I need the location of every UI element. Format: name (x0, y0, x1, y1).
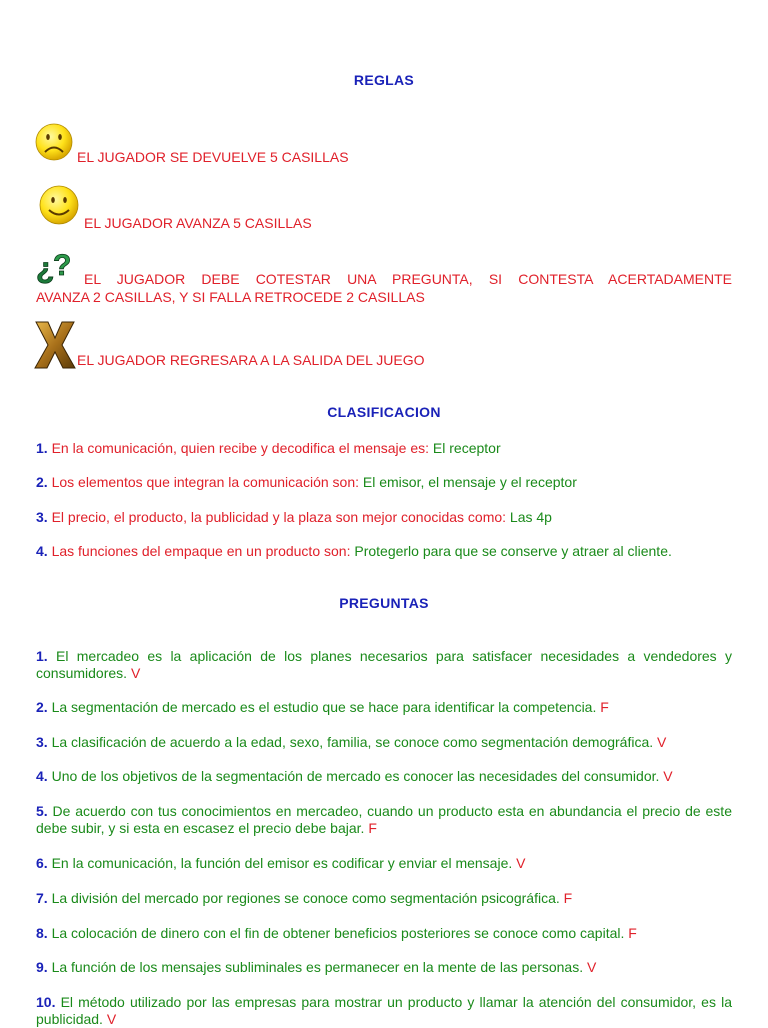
svg-text:¿: ¿ (36, 252, 55, 284)
item-answer: V (106, 1011, 117, 1027)
item-number: 4. (36, 768, 48, 784)
clasificacion-item-1 (36, 440, 732, 457)
x-mark-icon (34, 320, 76, 373)
item-number: 10. (36, 994, 56, 1010)
item-number: 6. (36, 855, 48, 871)
pregunta-item-10 (36, 994, 732, 1028)
item-statement: La clasificación de acuerdo a la edad, sexo, familia, se conoce como segmentación demográfica. (47, 734, 654, 750)
rule-text-3-line2: AVANZA 2 CASILLAS, Y SI FALLA RETROCEDE 2 CASILLAS (36, 289, 425, 305)
clasificacion-item-4 (36, 543, 732, 560)
item-answer: F (628, 925, 637, 941)
item-number: 5. (36, 803, 48, 819)
item-statement: La colocación de dinero con el fin de obtener beneficios posteriores se conoce como capital. (47, 925, 625, 941)
clasificacion-item-2 (36, 474, 732, 491)
item-answer: V (663, 768, 673, 784)
item-answer: Protegerlo para que se conserve y atraer al cliente. (350, 543, 672, 559)
svg-text:?: ? (53, 249, 72, 282)
clasificacion-heading: CLASIFICACION (327, 404, 441, 420)
item-number: 3. (36, 734, 48, 750)
item-question: Las funciones del empaque en un producto son: (51, 543, 351, 559)
clasificacion-item-3 (36, 509, 732, 526)
item-number: 4. (36, 543, 48, 559)
pregunta-item-6 (36, 855, 732, 872)
item-answer: El emisor, el mensaje y el receptor (359, 474, 577, 490)
item-statement: De acuerdo con tus conocimientos en mercadeo, cuando un producto esta en abundancia el precio de este debe subir, y si esta en escasez el precio debe bajar. (36, 803, 732, 836)
pregunta-item-2 (36, 699, 732, 716)
item-statement: La segmentación de mercado es el estudio que se hace para identificar la competencia. (47, 699, 597, 715)
item-statement: Uno de los objetivos de la segmentación de mercado es conocer las necesidades del consumidor. (47, 768, 660, 784)
item-number: 9. (36, 959, 48, 975)
rule-text-2: EL JUGADOR AVANZA 5 CASILLAS (84, 215, 312, 231)
item-answer: V (130, 665, 141, 681)
pregunta-item-5 (36, 803, 732, 837)
item-answer: El receptor (429, 440, 501, 456)
item-statement: La función de los mensajes subliminales es permanecer en la mente de las personas. (47, 959, 584, 975)
item-number: 3. (36, 509, 48, 525)
reglas-heading: REGLAS (353, 72, 415, 88)
rule-text-1: EL JUGADOR SE DEVUELVE 5 CASILLAS (77, 149, 349, 165)
pregunta-item-7 (36, 890, 732, 907)
pregunta-item-8 (36, 925, 732, 942)
pregunta-item-3 (36, 734, 732, 751)
item-number: 2. (36, 474, 48, 490)
item-answer: F (563, 890, 573, 906)
pregunta-item-4 (36, 768, 732, 785)
sad-face-icon (35, 122, 73, 165)
pregunta-item-9 (36, 959, 732, 976)
item-answer: V (516, 855, 526, 871)
item-number: 7. (36, 890, 48, 906)
item-number: 8. (36, 925, 48, 941)
item-statement: La división del mercado por regiones se conoce como segmentación psicográfica. (47, 890, 560, 906)
item-number: 2. (36, 699, 48, 715)
pregunta-item-1 (36, 648, 732, 682)
item-question: Los elementos que integran la comunicación son: (51, 474, 359, 490)
item-statement: El mercadeo es la aplicación de los planes necesarios para satisfacer necesidades a vendedores y consumidores. (36, 648, 732, 681)
item-answer: F (368, 820, 377, 836)
item-number: 1. (36, 440, 48, 456)
rule-text-3-line1: EL JUGADOR DEBE COTESTAR UNA PREGUNTA, SI CONTESTA ACERTADAMENTE (84, 271, 732, 287)
happy-face-icon (39, 184, 79, 229)
item-answer: Las 4p (506, 509, 552, 525)
preguntas-heading: PREGUNTAS (339, 595, 429, 611)
item-question: El precio, el producto, la publicidad y la plaza son mejor conocidas como: (51, 509, 507, 525)
item-number: 1. (36, 648, 48, 664)
item-question: En la comunicación, quien recibe y decodifica el mensaje es: (47, 440, 430, 456)
rule-text-4: EL JUGADOR REGRESARA A LA SALIDA DEL JUEGO (77, 352, 425, 368)
item-answer: V (657, 734, 667, 750)
item-answer: V (587, 959, 597, 975)
item-answer: F (600, 699, 609, 715)
item-statement: El método utilizado por las empresas para mostrar un producto y llamar la atención del consumidor, es la publicidad. (36, 994, 732, 1027)
item-statement: En la comunicación, la función del emisor es codificar y enviar el mensaje. (47, 855, 513, 871)
rule-text-3 (36, 270, 732, 306)
